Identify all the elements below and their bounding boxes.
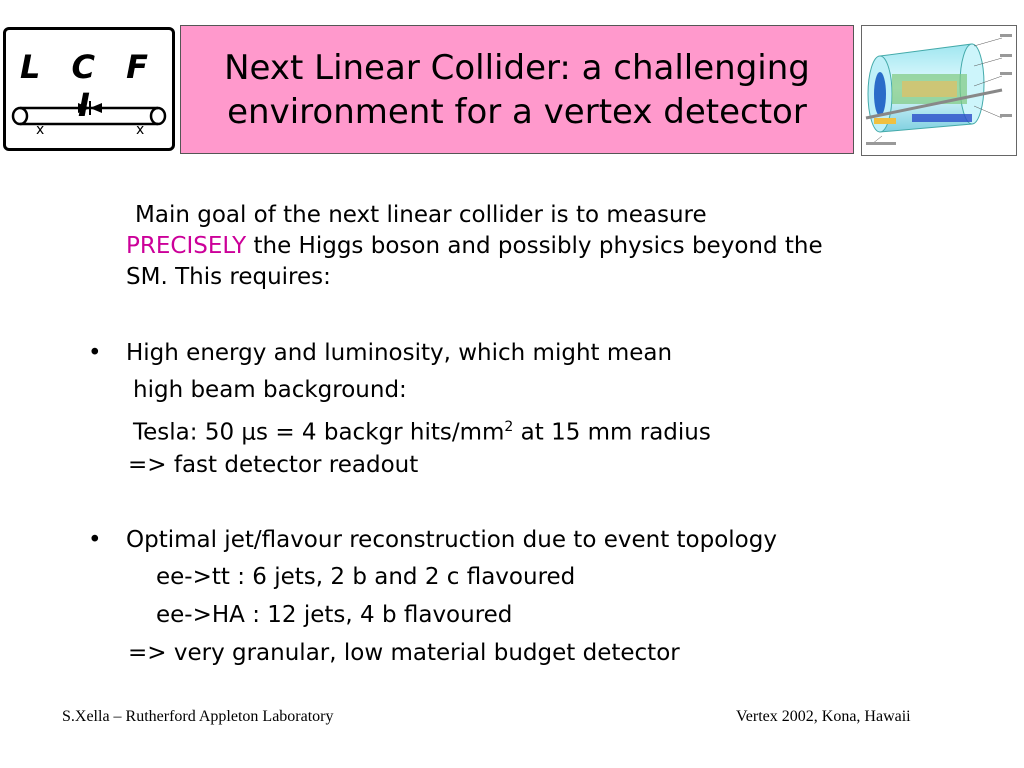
intro-line-3: SM. This requires: <box>126 264 331 290</box>
bullet-marker-1: • <box>88 340 102 366</box>
tesla-text-rest: at 15 mm radius <box>513 419 711 446</box>
intro-line-1: Main goal of the next linear collider is to measure <box>135 202 707 228</box>
bullet-1-sub-3: => fast detector readout <box>128 452 419 478</box>
logo-text: L C F <box>19 48 158 86</box>
svg-text:x: x <box>136 122 145 138</box>
superscript-2: 2 <box>504 419 514 435</box>
bullet-1-sub-2 <box>133 412 711 448</box>
svg-text:x: x <box>36 122 45 138</box>
tesla-text: Tesla: 50 μs = 4 backgr hits/mm <box>133 419 505 446</box>
bullet-marker-2: • <box>88 527 102 553</box>
bullet-2-sub-3: => very granular, low material budget detector <box>128 640 680 666</box>
intro-line-2-rest: the Higgs boson and possibly physics beyond the <box>246 233 823 259</box>
bullet-2-sub-1: ee->tt : 6 jets, 2 b and 2 c flavoured <box>156 564 576 590</box>
title-line-2: environment for a vertex detector <box>227 91 807 132</box>
bullet-2-text: Optimal jet/flavour reconstruction due to event topology <box>126 527 777 553</box>
title-line-1: Next Linear Collider: a challenging <box>224 47 810 88</box>
bullet-2-sub-2: ee->HA : 12 jets, 4 b flavoured <box>156 602 513 628</box>
footer-author: S.Xella – Rutherford Appleton Laboratory <box>62 708 334 725</box>
footer-conference: Vertex 2002, Kona, Hawaii <box>736 708 911 725</box>
bullet-1-sub-1: high beam background: <box>133 377 407 403</box>
intro-line-2 <box>126 231 823 261</box>
bullet-1-text: High energy and luminosity, which might mean <box>126 340 673 366</box>
highlight-precisely: PRECISELY <box>126 233 247 259</box>
